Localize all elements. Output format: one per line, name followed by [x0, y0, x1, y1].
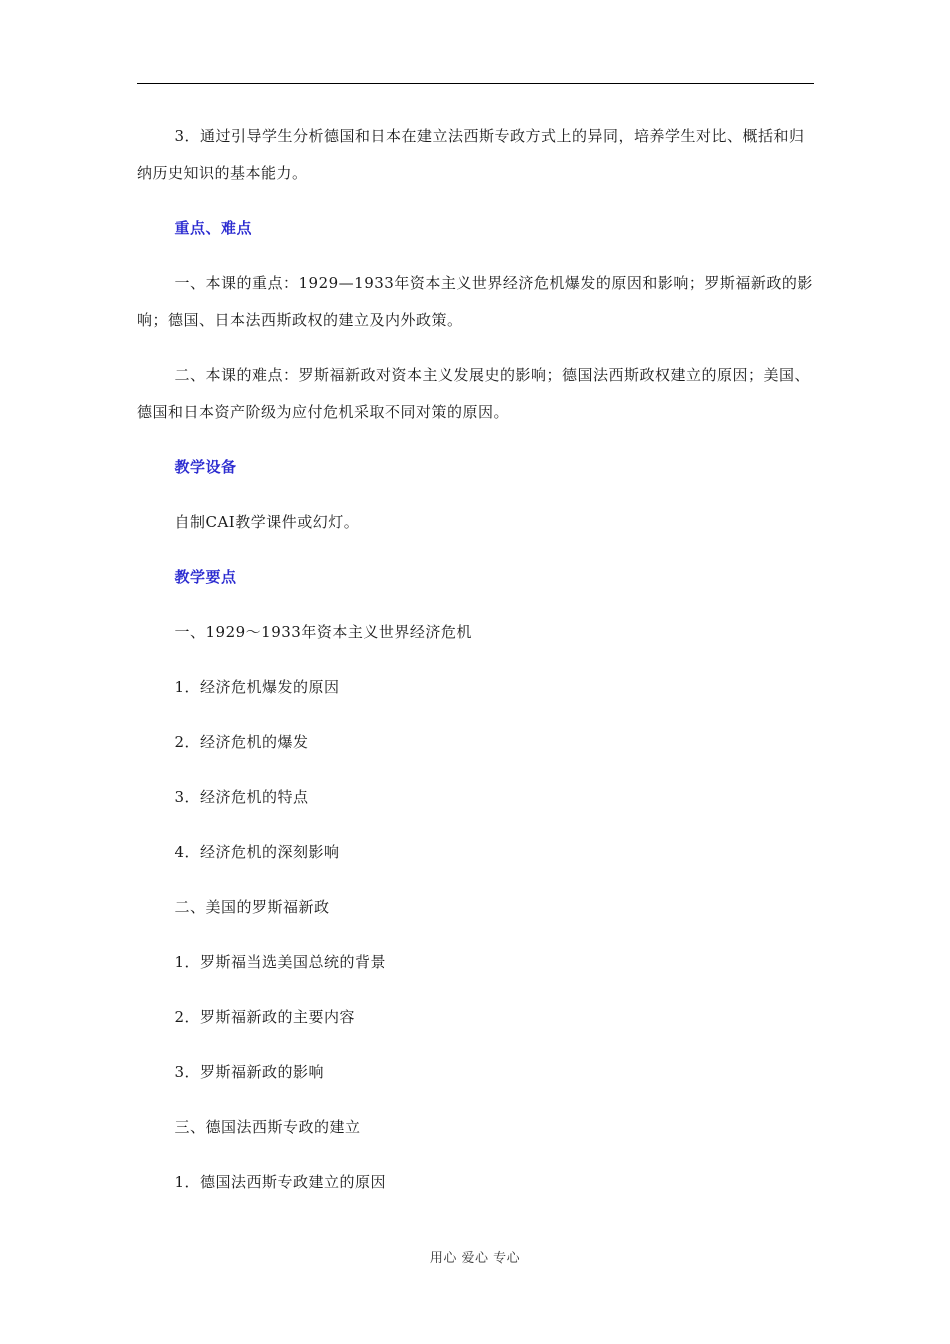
paragraph-equipment: 自制CAI教学课件或幻灯。 [174, 513, 360, 531]
document-body [137, 118, 815, 1219]
paragraph-objective-3: 3．通过引导学生分析德国和日本在建立法西斯专政方式上的异同，培养学生对比、概括和归纳历史知识的基本能力。 [137, 127, 805, 182]
heading-key-points: 重点、难点 [174, 219, 253, 237]
heading-teaching-points: 教学要点 [174, 568, 237, 586]
outline-item: 2．经济危机的爆发 [174, 733, 309, 751]
paragraph-difficulty: 二、本课的难点：罗斯福新政对资本主义发展史的影响；德国法西斯政权建立的原因；美国、德国和日本资产阶级为应付危机采取不同对策的原因。 [137, 366, 811, 421]
outline-section-1: 一、1929～1933年资本主义世界经济危机 [174, 623, 472, 641]
outline-item: 3．经济危机的特点 [174, 788, 309, 806]
outline-item: 1．罗斯福当选美国总统的背景 [174, 953, 387, 971]
outline-item: 1．经济危机爆发的原因 [174, 678, 340, 696]
outline-item: 4．经济危机的深刻影响 [174, 843, 340, 861]
outline-item: 3．罗斯福新政的影响 [174, 1063, 325, 1081]
heading-equipment: 教学设备 [174, 458, 237, 476]
paragraph-key-focus: 一、本课的重点：1929—1933年资本主义世界经济危机爆发的原因和影响；罗斯福新政的影响；德国、日本法西斯政权的建立及内外政策。 [137, 274, 813, 329]
outline-item: 1．德国法西斯专政建立的原因 [174, 1173, 387, 1191]
page-footer: 用心 爱心 专心 [429, 1251, 521, 1266]
outline-section-2: 二、美国的罗斯福新政 [174, 898, 330, 916]
outline-item: 2．罗斯福新政的主要内容 [174, 1008, 356, 1026]
header-rule [137, 83, 814, 84]
outline-section-3: 三、德国法西斯专政的建立 [174, 1118, 361, 1136]
